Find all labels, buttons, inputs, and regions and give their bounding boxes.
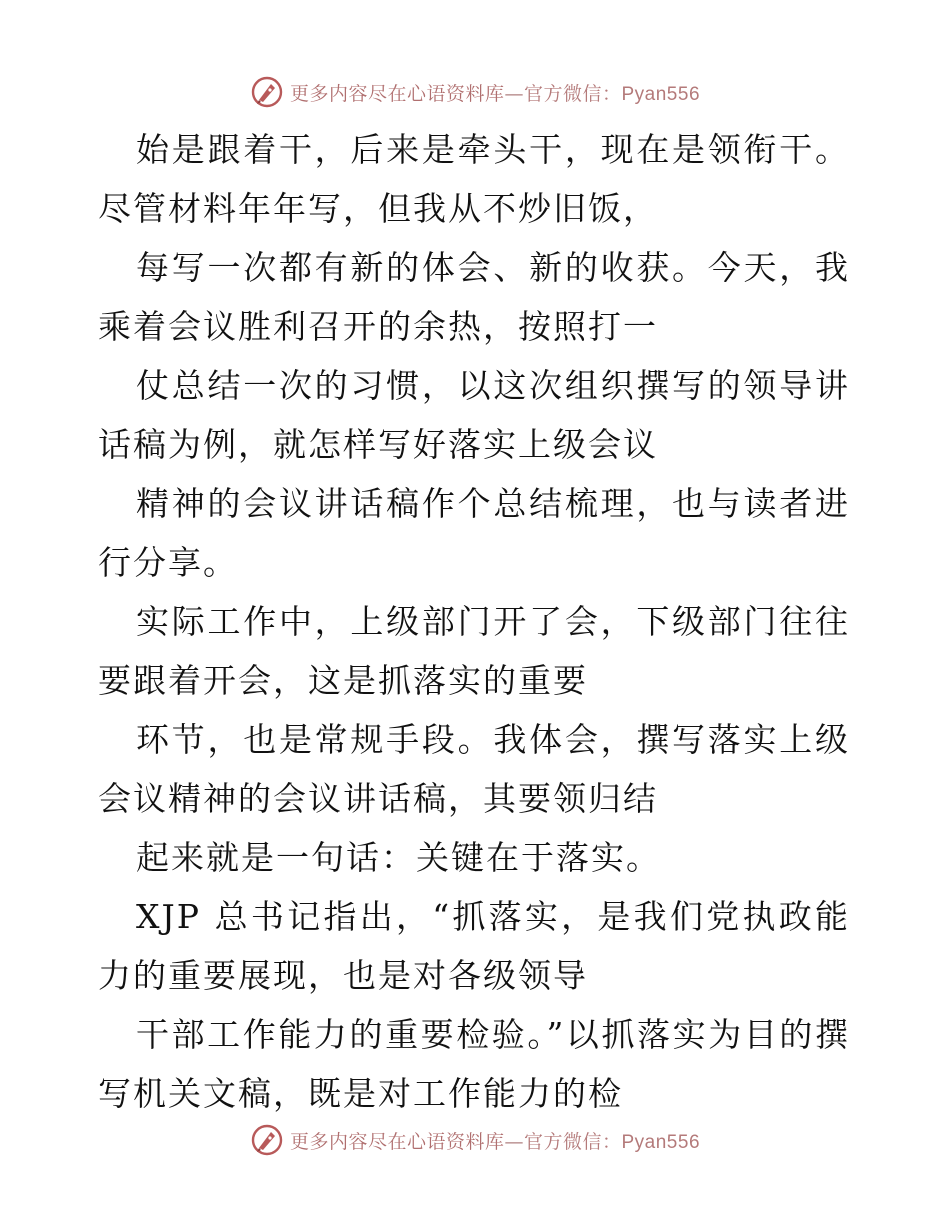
watermark-brand: 更多内容尽在心语资料库 — [289, 82, 505, 105]
header-watermark — [0, 72, 950, 112]
watermark-separator: — — [504, 1130, 524, 1153]
paragraph: 始是跟着干，后来是牵头干，现在是领衔干。尽管材料年年写，但我从不炒旧饭， — [98, 130, 850, 228]
watermark-separator: — — [504, 82, 524, 105]
paragraph: 环节，也是常规手段。我体会，撰写落实上级会议精神的会议讲话稿，其要领归结 — [98, 720, 850, 818]
watermark-brand: 更多内容尽在心语资料库 — [289, 1130, 505, 1153]
paragraph: XJP 总书记指出，“抓落实，是我们党执政能力的重要展现，也是对各级领导 — [98, 897, 850, 995]
footer-watermark — [0, 1120, 950, 1160]
paragraph: 干部工作能力的重要检验。”以抓落实为目的撰写机关文稿，既是对工作能力的检 — [98, 1015, 850, 1113]
watermark-text — [290, 79, 700, 106]
watermark-wechat: 官方微信：Pyan556 — [524, 83, 701, 105]
pen-logo-icon — [250, 1123, 284, 1157]
document-body — [98, 120, 850, 1123]
paragraph: 精神的会议讲话稿作个总结梳理，也与读者进行分享。 — [98, 484, 850, 582]
pen-logo-icon — [250, 75, 284, 109]
paragraph: 实际工作中，上级部门开了会，下级部门往往要跟着开会，这是抓落实的重要 — [98, 602, 850, 700]
paragraph: 仗总结一次的习惯，以这次组织撰写的领导讲话稿为例，就怎样写好落实上级会议 — [98, 366, 850, 464]
watermark-wechat: 官方微信：Pyan556 — [524, 1131, 701, 1153]
watermark-text — [290, 1127, 700, 1154]
paragraph: 起来就是一句话：关键在于落实。 — [136, 838, 661, 877]
paragraph: 每写一次都有新的体会、新的收获。今天，我乘着会议胜利召开的余热，按照打一 — [98, 248, 850, 346]
